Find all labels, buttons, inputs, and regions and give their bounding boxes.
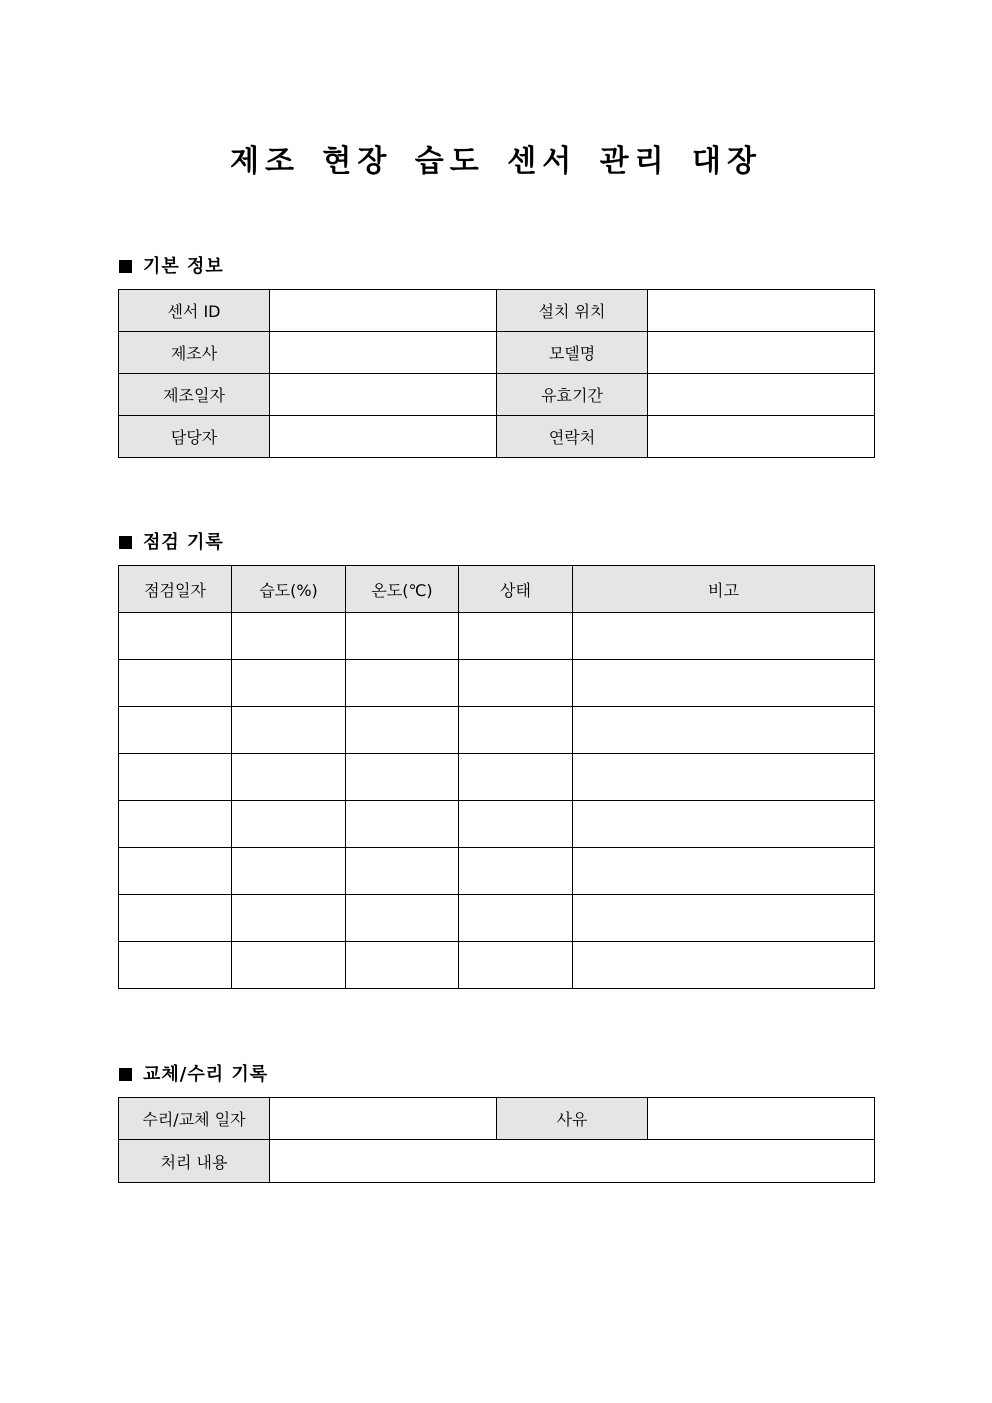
table-cell[interactable] [119, 848, 232, 895]
column-header: 상태 [459, 566, 573, 613]
table-cell[interactable] [119, 801, 232, 848]
basic-info-field[interactable] [648, 374, 875, 416]
table-cell[interactable] [346, 848, 459, 895]
table-cell[interactable] [119, 613, 232, 660]
table-cell[interactable] [459, 942, 573, 989]
page-title: 제조 현장 습도 센서 관리 대장 [230, 144, 762, 179]
table-cell[interactable] [232, 848, 346, 895]
column-header: 비고 [573, 566, 875, 613]
table-cell[interactable] [346, 801, 459, 848]
square-bullet-icon [119, 1068, 132, 1081]
section-heading-inspection [119, 528, 224, 554]
basic-info-label: 담당자 [119, 416, 270, 458]
table-cell[interactable] [232, 801, 346, 848]
basic-info-field[interactable] [270, 416, 497, 458]
table-cell[interactable] [232, 707, 346, 754]
table-cell[interactable] [346, 754, 459, 801]
repair-date-label: 수리/교체 일자 [119, 1098, 270, 1140]
basic-info-label: 연락처 [497, 416, 648, 458]
section-heading-label: 기본 정보 [143, 256, 224, 277]
table-row [119, 848, 875, 895]
column-header: 습도(%) [232, 566, 346, 613]
basic-info-row [119, 416, 875, 458]
table-row [119, 754, 875, 801]
repair-content-field[interactable] [270, 1140, 875, 1183]
table-cell[interactable] [573, 942, 875, 989]
table-cell[interactable] [119, 942, 232, 989]
table-cell[interactable] [459, 754, 573, 801]
table-cell[interactable] [573, 613, 875, 660]
table-cell[interactable] [573, 660, 875, 707]
repair-row [119, 1098, 875, 1140]
repair-content-label: 처리 내용 [119, 1140, 270, 1183]
basic-info-label: 제조사 [119, 332, 270, 374]
table-cell[interactable] [346, 660, 459, 707]
repair-row [119, 1140, 875, 1183]
section-heading-basic [119, 252, 224, 278]
basic-info-field[interactable] [270, 332, 497, 374]
basic-info-row [119, 374, 875, 416]
repair-date-field[interactable] [270, 1098, 497, 1140]
basic-info-field[interactable] [648, 290, 875, 332]
table-cell[interactable] [346, 613, 459, 660]
table-cell[interactable] [573, 801, 875, 848]
basic-info-row [119, 332, 875, 374]
table-cell[interactable] [346, 895, 459, 942]
table-row [119, 895, 875, 942]
section-heading-label: 교체/수리 기록 [143, 1064, 269, 1085]
basic-info-field[interactable] [648, 416, 875, 458]
basic-info-row [119, 290, 875, 332]
table-row [119, 707, 875, 754]
table-cell[interactable] [573, 707, 875, 754]
basic-info-label: 설치 위치 [497, 290, 648, 332]
table-cell[interactable] [459, 707, 573, 754]
basic-info-label: 유효기간 [497, 374, 648, 416]
square-bullet-icon [119, 260, 132, 273]
table-cell[interactable] [573, 848, 875, 895]
table-row [119, 801, 875, 848]
basic-info-field[interactable] [270, 374, 497, 416]
table-row [119, 942, 875, 989]
table-row [119, 660, 875, 707]
table-cell[interactable] [573, 754, 875, 801]
section-heading-label: 점검 기록 [143, 532, 224, 553]
inspection-table [118, 565, 875, 989]
basic-info-field[interactable] [270, 290, 497, 332]
table-cell[interactable] [119, 895, 232, 942]
table-cell[interactable] [459, 660, 573, 707]
column-header: 점검일자 [119, 566, 232, 613]
table-row [119, 613, 875, 660]
table-cell[interactable] [232, 942, 346, 989]
repair-reason-field[interactable] [648, 1098, 875, 1140]
table-cell[interactable] [232, 660, 346, 707]
repair-table [118, 1097, 875, 1183]
table-cell[interactable] [232, 895, 346, 942]
table-cell[interactable] [232, 613, 346, 660]
table-cell[interactable] [119, 660, 232, 707]
table-cell[interactable] [459, 848, 573, 895]
square-bullet-icon [119, 536, 132, 549]
basic-info-label: 모델명 [497, 332, 648, 374]
table-cell[interactable] [346, 942, 459, 989]
basic-info-label: 센서 ID [119, 290, 270, 332]
table-cell[interactable] [346, 707, 459, 754]
basic-info-label: 제조일자 [119, 374, 270, 416]
table-cell[interactable] [119, 707, 232, 754]
inspection-header-row [119, 566, 875, 613]
table-cell[interactable] [459, 801, 573, 848]
section-heading-repair [119, 1060, 268, 1086]
basic-info-field[interactable] [648, 332, 875, 374]
repair-reason-label: 사유 [497, 1098, 648, 1140]
column-header: 온도(℃) [346, 566, 459, 613]
table-cell[interactable] [573, 895, 875, 942]
basic-info-table [118, 289, 875, 458]
table-cell[interactable] [459, 895, 573, 942]
table-cell[interactable] [459, 613, 573, 660]
table-cell[interactable] [232, 754, 346, 801]
table-cell[interactable] [119, 754, 232, 801]
